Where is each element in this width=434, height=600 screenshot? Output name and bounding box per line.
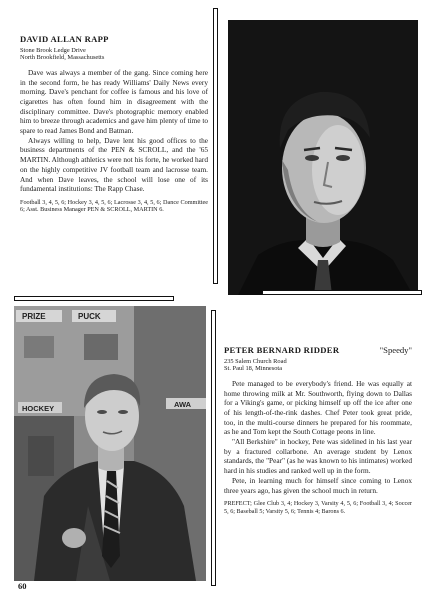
frame-bar-vertical <box>213 8 218 284</box>
frame-bar-horizontal <box>14 296 174 301</box>
activities-list: Football 3, 4, 5, 6; Hockey 3, 4, 5, 6; Lacrosse 3, 4, 5, 6; Dance Committee 6; Asst. Business Manager PEN & SCROLL, MARTIN 6. <box>20 198 208 214</box>
sign-text-puck: PUCK <box>78 312 101 321</box>
student-name: PETER BERNARD RIDDER <box>224 345 340 355</box>
sign-text-prize: PRIZE <box>22 312 46 321</box>
student-nickname: "Speedy" <box>379 345 412 355</box>
bio-paragraph: "All Berkshire" in hockey, Pete was sidelined in his last year by a fractured collarbone. An average student by Lenox standards, the "Pear" (as he was known to his intimates) worked hard in his studies and ranked well up in the form. <box>224 437 412 476</box>
sign-text-hockey: HOCKEY <box>22 404 55 413</box>
portrait-photo-ridder <box>14 306 206 581</box>
portrait-image <box>14 306 206 581</box>
bio-paragraph: Pete managed to be everybody's friend. He was equally at home throwing milk at Mr. Southworth, flying down to Dallas for a Viking's game, or picking himself up off the ice after one of his length-of-the-rink dashes. Chef Peter took great pride, too, in the multi-course dinners he prepared for his roommate, as he and Tom kept the South Cottage peons in line. <box>224 378 412 437</box>
frame-bar-horizontal <box>262 290 422 295</box>
student-name: DAVID ALLAN RAPP <box>20 34 109 44</box>
address-line: 235 Salem Church Road <box>224 358 287 365</box>
portrait-image <box>228 20 418 295</box>
bio-paragraph: Always willing to help, Dave lent his good offices to the business departments of the PEN & SCROLL, and the '65 MARTIN. Although athletics were not his forte, he worked hard on the highly competitive JV football team and lacrosse team. And when Dave leaves, the school will lose one of its fundamental institutions: The Rapp Chase. <box>20 135 208 194</box>
bio-paragraph: Dave was always a member of the gang. Since coming here in the second form, he has ready Williams' Daily News every morning. Dave's penchant for coffee is famous and his love of cigarettes has often found him in disagreement with the disciplinary committee. Dave's photographic memory enabled him to breeze through academics and gave him plenty of time to spare to read James Bond and Batman. <box>20 67 208 136</box>
address-line: St. Paul 18, Minnesota <box>224 365 283 373</box>
entry-rapp-text <box>20 34 208 214</box>
page-number: 60 <box>18 581 27 591</box>
entry-ridder-text <box>224 345 412 515</box>
activities-list: PREFECT; Glee Club 3, 4; Hockey 3, Varsity 4, 5, 6; Football 3, 4; Soccer 5, 6; Baseball 5; Varsity 5, 6; Tennis 4; Barons 6. <box>224 500 412 515</box>
frame-bar-vertical <box>211 310 216 586</box>
address-line: North Brookfield, Massachusetts <box>20 54 105 62</box>
sign-text-awa: AWA <box>174 400 192 409</box>
portrait-photo-rapp <box>228 20 418 295</box>
address-line: Stone Brook Ledge Drive <box>20 47 86 54</box>
bio-paragraph: Pete, in learning much for himself since coming to Lenox three years ago, has given the school much in return. <box>224 475 412 495</box>
